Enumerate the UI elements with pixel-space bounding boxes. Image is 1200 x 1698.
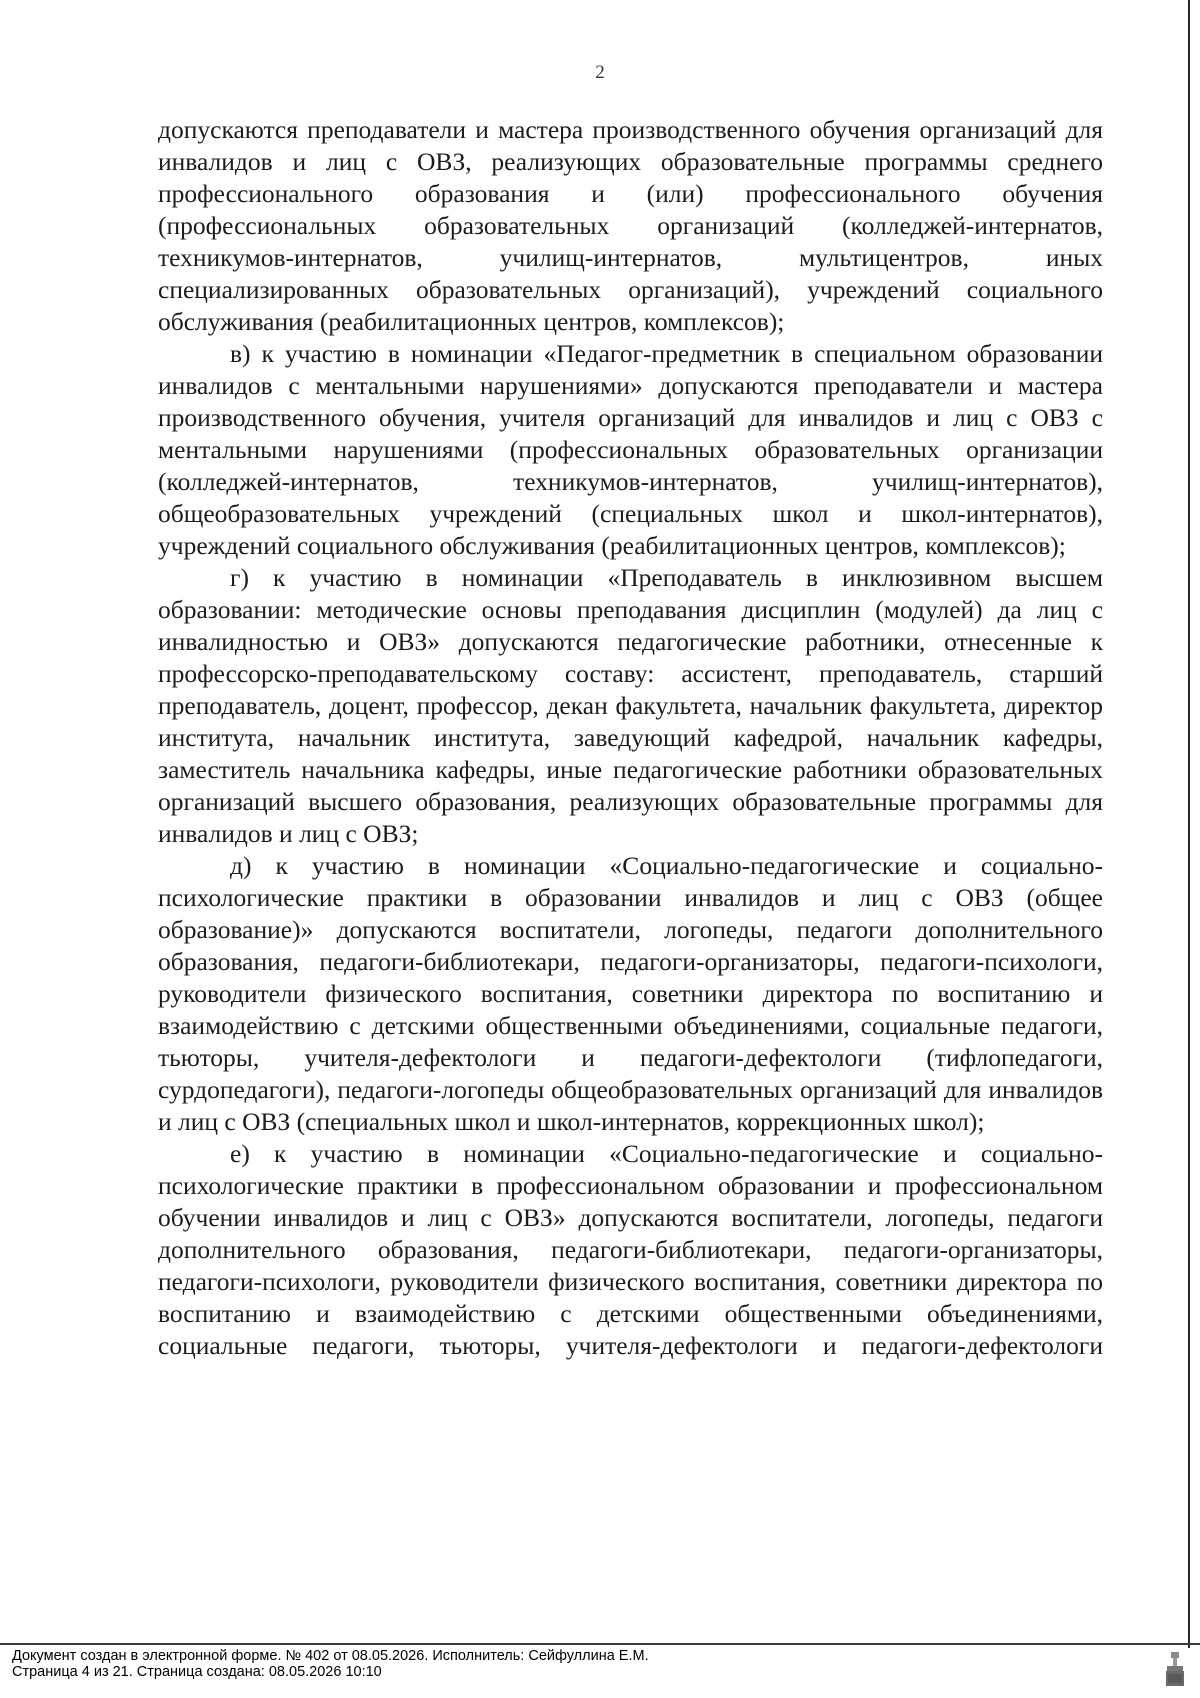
footer-line-page-info: Страница 4 из 21. Страница создана: 08.05.2026 10:10 xyxy=(12,1664,382,1680)
paragraph-item-e: е) к участию в номинации «Социально-педагогические и социально-психологические практики в профессиональном образовании и профессиональном обучении инвалидов и лиц с ОВЗ» допускаются воспитатели, логопеды, педагоги дополнительного образования, педагоги-библиотекари, педагоги-организаторы, педагоги-психологи, руководители физического воспитания, советники директора по воспитанию и взаимодействию с детскими общественными объединениями, социальные педагоги, тьюторы, учителя-дефектологи и педагоги-дефектологи xyxy=(158,1139,1103,1360)
paragraph-continuation: допускаются преподаватели и мастера производственного обучения организаций для инвалидов и лиц с ОВЗ, реализующих образовательные программы среднего профессионального образования и (или) профессионального обучения (профессиональных образовательных организаций (колледжей-интернатов, техникумов-интернатов, училищ-интернатов, мультицентров, иных специализированных образовательных организаций), учреждений социального обслуживания (реабилитационных центров, комплексов); xyxy=(158,115,1103,336)
document-body xyxy=(158,114,1103,1362)
page-number: 2 xyxy=(595,62,605,83)
scan-page-edge-bottom xyxy=(0,1643,1200,1645)
scan-page-edge-right xyxy=(1188,0,1190,1648)
paragraph-item-d: д) к участию в номинации «Социально-педагогические и социально-психологические практики в образовании инвалидов и лиц с ОВЗ (общее образование)» допускаются воспитатели, логопеды, педагоги дополнительного образования, педагоги-библиотекари, педагоги-организаторы, педагоги-психологи, руководители физического воспитания, советники директора по воспитанию и взаимодействию с детскими общественными объединениями, социальные педагоги, тьюторы, учителя-дефектологи и педагоги-дефектологи (тифлопедагоги, сурдопедагоги), педагоги-логопеды общеобразовательных организаций для инвалидов и лиц с ОВЗ (специальных школ и школ-интернатов, коррекционных школ); xyxy=(158,851,1103,1136)
paragraph-item-g: г) к участию в номинации «Преподаватель в инклюзивном высшем образовании: методические основы преподавания дисциплин (модулей) да лиц с инвалидностью и ОВЗ» допускаются педагогические работники, отнесенные к профессорско-преподавательскому составу: ассистент, преподаватель, старший преподаватель, доцент, профессор, декан факультета, начальник факультета, директор института, начальник института, заведующий кафедрой, начальник кафедры, заместитель начальника кафедры, иные педагогические работники образовательных организаций высшего образования, реализующих образовательные программы для инвалидов и лиц с ОВЗ; xyxy=(158,563,1103,848)
document-footer xyxy=(12,1648,649,1680)
footer-line-document-info: Документ создан в электронной форме. № 402 от 08.05.2026. Исполнитель: Сейфуллина Е.М. xyxy=(12,1648,649,1664)
paragraph-item-v: в) к участию в номинации «Педагог-предметник в специальном образовании инвалидов с ментальными нарушениями» допускаются преподаватели и мастера производственного обучения, учителя организаций для инвалидов и лиц с ОВЗ с ментальными нарушениями (профессиональных образовательных организации (колледжей-интернатов, техникумов-интернатов, училищ-интернатов), общеобразовательных учреждений (специальных школ и школ-интернатов), учреждений социального обслуживания (реабилитационных центров, комплексов); xyxy=(158,339,1103,560)
stamp-icon xyxy=(1166,1652,1184,1686)
